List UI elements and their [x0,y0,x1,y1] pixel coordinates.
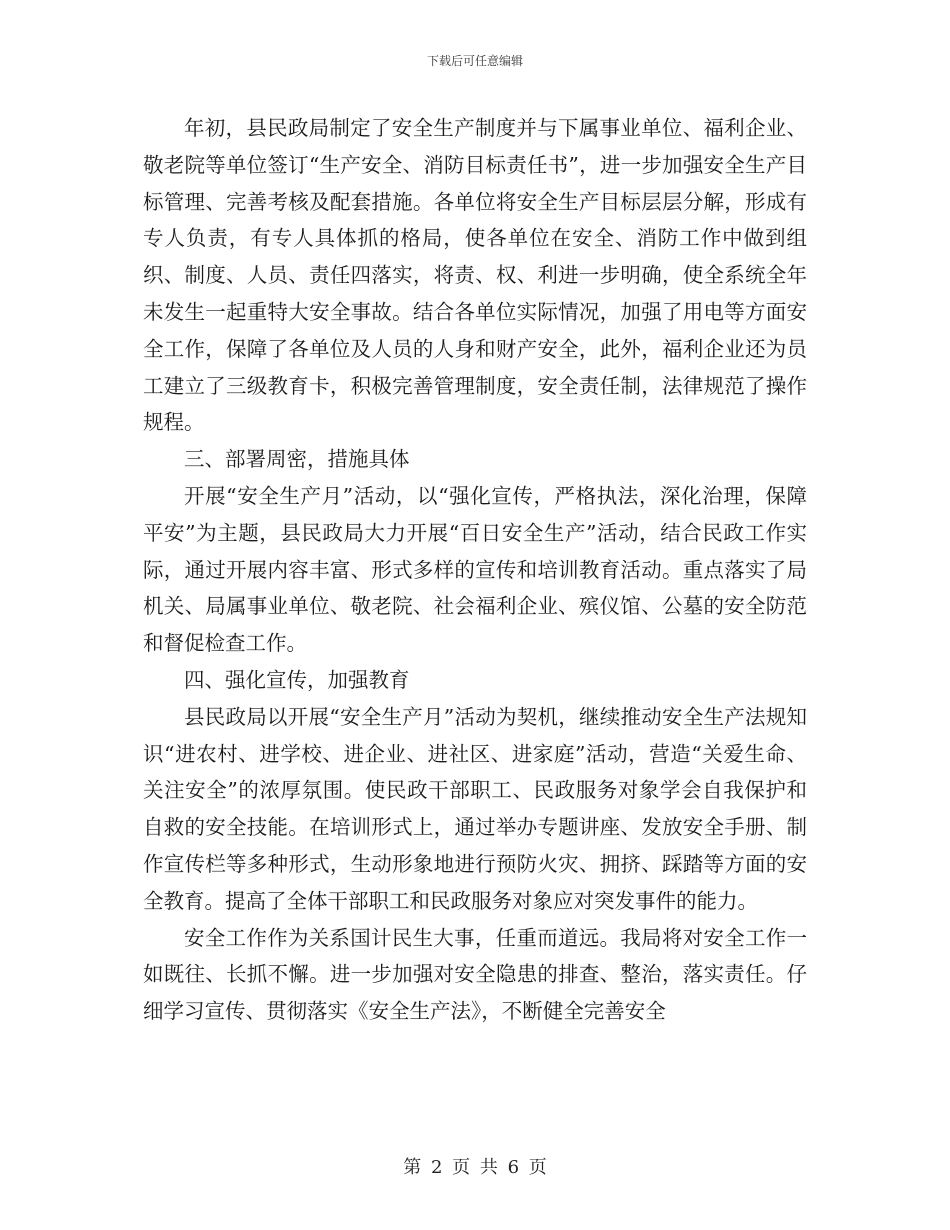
document-body [143,110,807,1030]
paragraph-education: 县民政局以开展“安全生产月”活动为契机，继续推动安全生产法规知识“进农村、进学校、进企业、进社区、进家庭”活动，营造“关爱生命、关注安全”的浓厚氛围。使民政干部职工、民政服务对象学会自我保护和自救的安全技能。在培训形式上，通过举办专题讲座、发放安全手册、制作宣传栏等多种形式，生动形象地进行预防火灾、拥挤、踩踏等方面的安全教育。提高了全体干部职工和民政服务对象应对突发事件的能力。 [143,704,807,913]
section-heading-3: 三、部署周密，措施具体 [184,447,410,472]
paragraph-safety-month: 开展“安全生产月”活动，以“强化宣传，严格执法，深化治理，保障平安”为主题，县民政局大力开展“百日安全生产”活动，结合民政工作实际，通过开展内容丰富、形式多样的宣传和培训教育活动。重点落实了局机关、局属事业单位、敬老院、社会福利企业、殡仪馆、公墓的安全防范和督促检查工作。 [143,483,807,656]
section-heading-4: 四、强化宣传，加强教育 [184,667,410,692]
page-header-note: 下载后可任意编辑 [426,54,523,68]
paragraph-responsibility: 年初，县民政局制定了安全生产制度并与下属事业单位、福利企业、敬老院等单位签订“生产安全、消防目标责任书”，进一步加强安全生产目标管理、完善考核及配套措施。各单位将安全生产目标层层分解，形成有专人负责，有专人具体抓的格局，使各单位在安全、消防工作中做到组织、制度、人员、责任四落实，将责、权、利进一步明确，使全系统全年未发生一起重特大安全事故。结合各单位实际情况，加强了用电等方面安全工作，保障了各单位及人员的人身和财产安全，此外，福利企业还为员工建立了三级教育卡，积极完善管理制度，安全责任制，法律规范了操作规程。 [143,116,807,435]
paragraph-conclusion: 安全工作作为关系国计民生大事，任重而道远。我局将对安全工作一如既往、长抓不懈。进一步加强对安全隐患的排查、整治，落实责任。仔细学习宣传、贯彻落实《安全生产法》，不断健全完善安全 [143,925,807,1024]
page-number: 第 2 页 共 6 页 [403,1157,547,1178]
